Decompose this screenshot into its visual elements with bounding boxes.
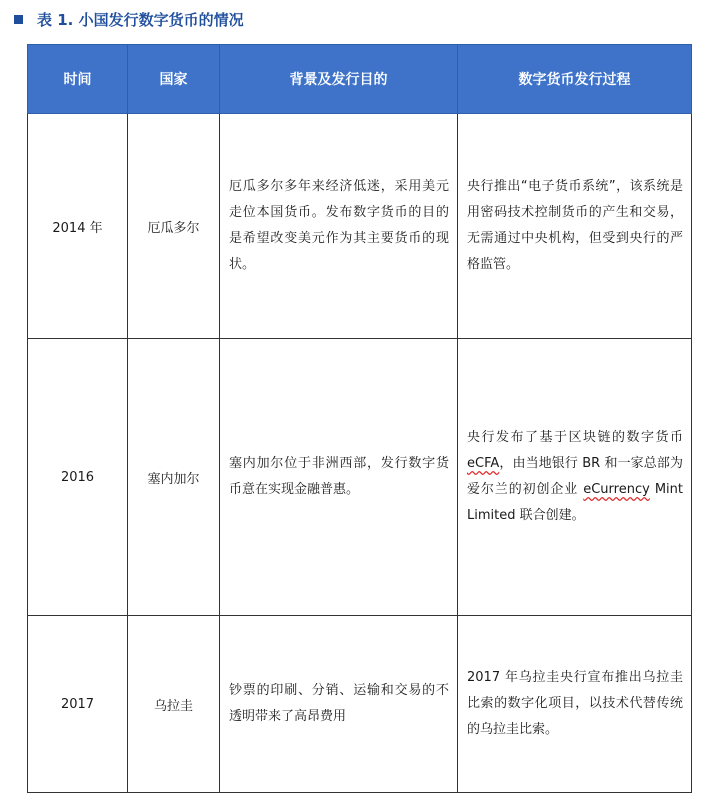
cell-background: 厄瓜多尔多年来经济低迷，采用美元走位本国货币。发布数字货币的目的是希望改变美元作为其主要货币的现状。: [220, 114, 458, 339]
process-text: 央行发布了基于区块链的数字货币: [467, 430, 683, 445]
process-text: Mint Limited 联合创建。: [467, 482, 683, 523]
header-time: 时间: [28, 45, 128, 114]
cell-process: [458, 339, 692, 616]
table-caption: [14, 6, 244, 32]
cell-year: 2017: [28, 616, 128, 793]
process-text: 2017 年乌拉圭央行宣布推出乌拉圭比索的数字化项目，以技术代替传统的乌拉圭比索。: [467, 670, 683, 737]
cell-year: 2016: [28, 339, 128, 616]
cell-process: [458, 114, 692, 339]
square-bullet-icon: [14, 15, 23, 24]
header-background: 背景及发行目的: [220, 45, 458, 114]
cell-background: 钞票的印刷、分销、运输和交易的不透明带来了高昂费用: [220, 616, 458, 793]
caption-text: 表 1. 小国发行数字货币的情况: [37, 10, 244, 29]
cell-country: 乌拉圭: [128, 616, 220, 793]
header-row: [28, 45, 692, 114]
header-country: 国家: [128, 45, 220, 114]
cell-country: 塞内加尔: [128, 339, 220, 616]
table-row: [28, 339, 692, 616]
cell-country: 厄瓜多尔: [128, 114, 220, 339]
process-text: ，由当地银行 BR 和一家总部为爱尔兰的初创企业: [467, 456, 683, 497]
digital-currency-table: [27, 44, 692, 793]
process-text: 央行推出“电子货币系统”，该系统是用密码技术控制货币的产生和交易，无需通过中央机构，但受到央行的严格监管。: [467, 179, 683, 272]
process-term-ecfa: eCFA: [467, 456, 500, 471]
table-row: [28, 616, 692, 793]
table-row: [28, 114, 692, 339]
cell-year: 2014 年: [28, 114, 128, 339]
cell-process: [458, 616, 692, 793]
process-term-ecurrency: eCurrency: [583, 482, 650, 497]
header-process: 数字货币发行过程: [458, 45, 692, 114]
cell-background: 塞内加尔位于非洲西部，发行数字货币意在实现金融普惠。: [220, 339, 458, 616]
